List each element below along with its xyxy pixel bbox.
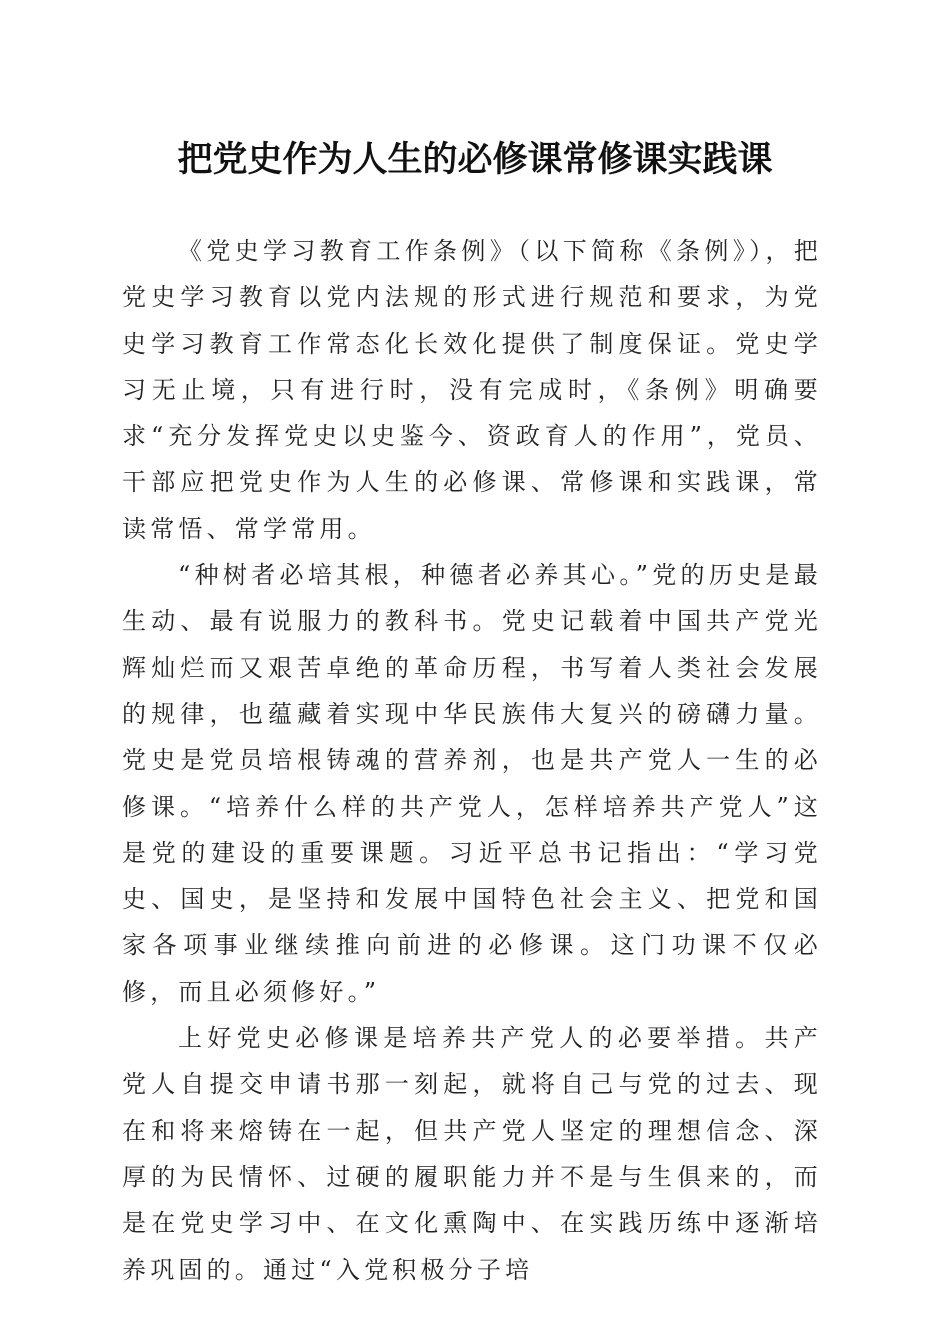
paragraph-1: 《党史学习教育工作条例》（以下简称《条例》），把党史学习教育以党内法规的形式进行规范和要求，为党史学习教育工作常态化长效化提供了制度保证。党史学习无止境，只有进行时，没有完成时，《条例》明确要求“充分发挥党史以史鉴今、资政育人的作用”，党员、干部应把党史作为人生的必修课、常修课和实践课，常读常悟、常学常用。 — [122, 237, 822, 543]
paragraph-2: “种树者必培其根，种德者必养其心。”党的历史是最生动、最有说服力的教科书。党史记载着中国共产党光辉灿烂而又艰苦卓绝的革命历程，书写着人类社会发展的规律，也蕴藏着实现中华民族伟大复兴的磅礴力量。党史是党员培根铸魂的营养剂，也是共产党人一生的必修课。“培养什么样的共产党人，怎样培养共产党人”这是党的建设的重要课题。习近平总书记指出：“学习党史、国史，是坚持和发展中国特色社会主义、把党和国家各项事业继续推向前进的必修课。这门功课不仅必修，而且必须修好。” — [122, 561, 822, 1006]
paragraph-3: 上好党史必修课是培养共产党人的必要举措。共产党人自提交申请书那一刻起，就将自己与党的过去、现在和将来熔铸在一起，但共产党人坚定的理想信念、深厚的为民情怀、过硬的履职能力并不是与生俱来的，而是在党史学习中、在文化熏陶中、在实践历练中逐渐培养巩固的。通过“入党积极分子培 — [122, 1024, 822, 1284]
document-title: 把党史作为人生的必修课常修课实践课 — [177, 139, 773, 180]
document-body — [122, 228, 822, 1293]
